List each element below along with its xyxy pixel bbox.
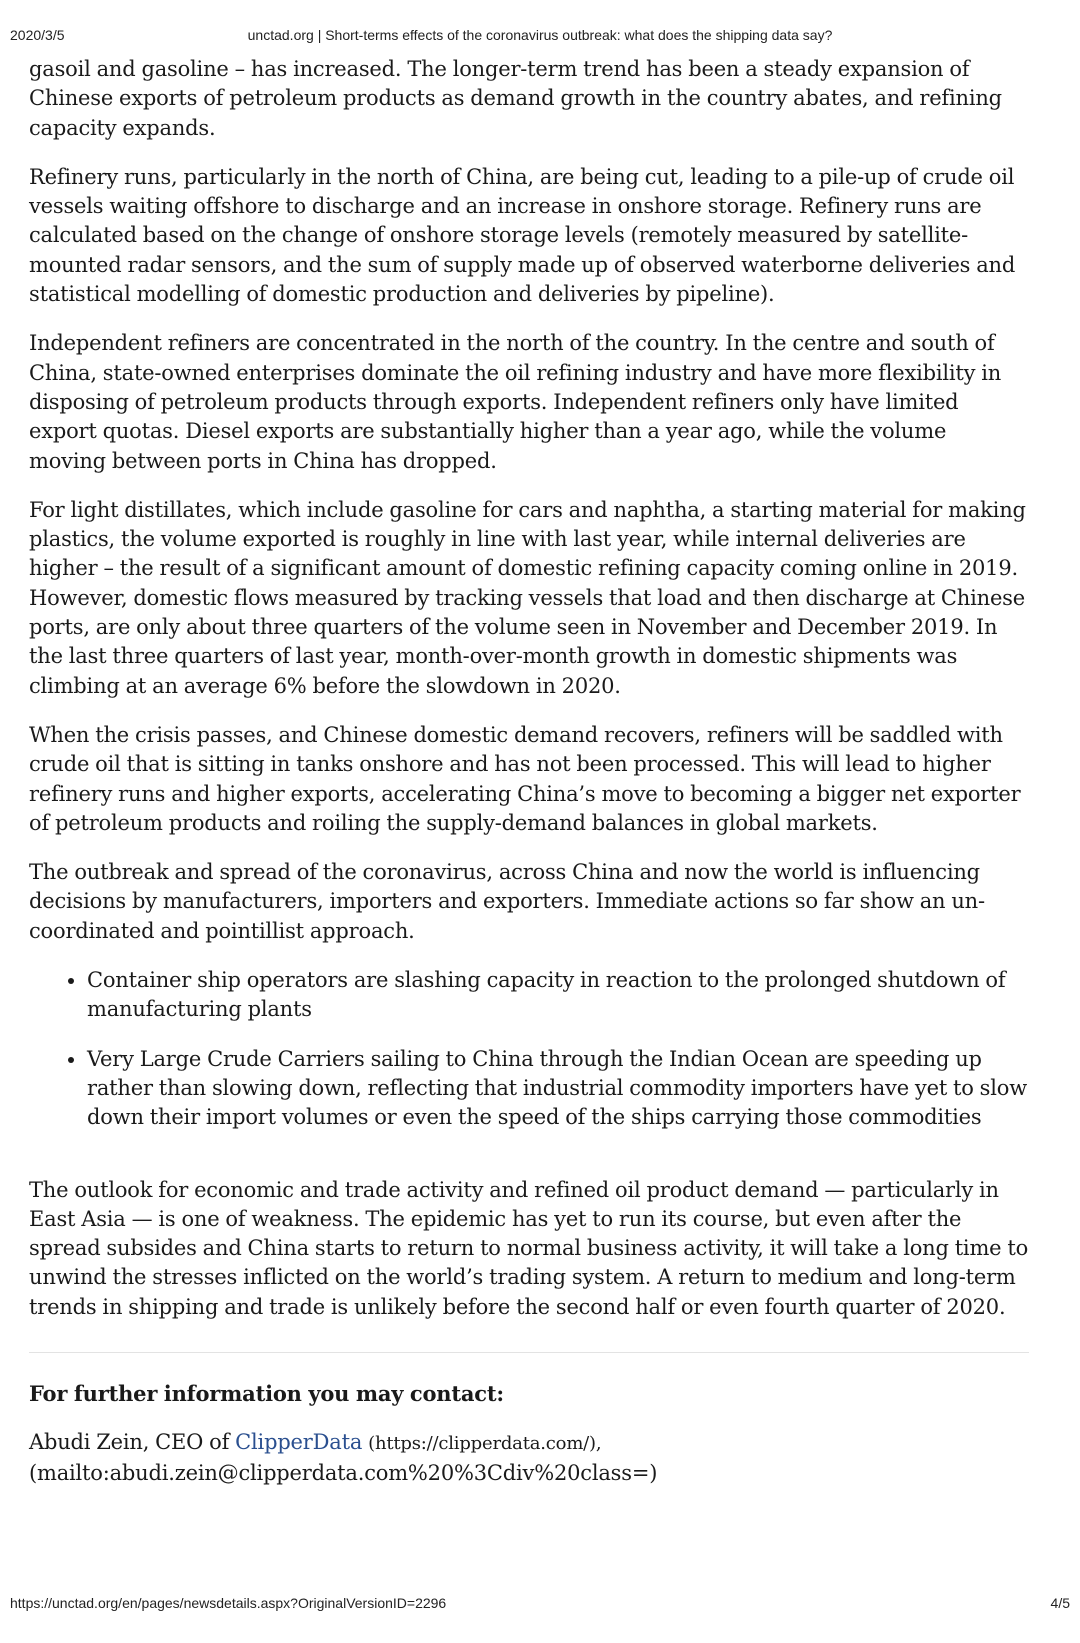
paragraph-outlook: The outlook for economic and trade activity and refined oil product demand — particularly in East Asia — is one of weakness. The epidemic has yet to run its course, but even after the spread subsides and China starts to return to normal business activity, it will take a long time to unwind the stresses inflicted on the world’s trading system. A return to medium and long-term trends in shipping and trade is unlikely before the second half or even fourth quarter of 2020.	[29, 1177, 1029, 1319]
paragraph-independent-refiners: Independent refiners are concentrated in the north of the country. In the centre and south of China, state-owned enterprises dominate the oil refining industry and have more flexibility in disposing of petroleum products through exports. Independent refiners only have limited export quotas. Diesel exports are substantially higher than a year ago, while the volume moving between ports in China has dropped.	[29, 331, 1002, 473]
contact-mailto: (mailto:abudi.zein@clipperdata.com%20%3Cdiv%20class=)	[29, 1460, 658, 1485]
list-item: • Very Large Crude Carriers sailing to China through the Indian Ocean are speeding up rather than slowing down, reflecting that industrial commodity importers have yet to slow down their import volumes or even the speed of the ships carrying those commodities	[87, 1045, 1029, 1133]
article-body	[29, 55, 1029, 1488]
paragraph-light-distillates: For light distillates, which include gasoline for cars and naphtha, a starting material for making plastics, the volume exported is roughly in line with last year, while internal deliveries are higher – the result of a significant amount of domestic refining capacity coming online in 2019. However, domestic flows measured by tracking vessels that load and then discharge at Chinese ports, are only about three quarters of the volume seen in November and December 2019. In the last three quarters of last year, month-over-month growth in domestic shipments was climbing at an average 6% before the slowdown in 2020.	[29, 497, 1026, 698]
print-footer	[0, 1595, 1080, 1619]
clipperdata-link[interactable]: ClipperData	[235, 1430, 363, 1455]
print-date: 2020/3/5	[10, 27, 65, 43]
print-url: https://unctad.org/en/pages/newsdetails.aspx?OriginalVersionID=2296	[10, 1595, 447, 1611]
paragraph-outbreak-spread: The outbreak and spread of the coronavirus, across China and now the world is influencing decisions by manufacturers, importers and exporters. Immediate actions so far show an un-coordinated and pointillist approach.	[29, 860, 985, 943]
paragraph-refinery-runs: Refinery runs, particularly in the north of China, are being cut, leading to a pile-up of crude oil vessels waiting offshore to discharge and an increase in onshore storage. Refinery runs are calculated based on the change of onshore storage levels (remotely measured by satellite-mounted radar sensors, and the sum of supply made up of observed waterborne deliveries and statistical modelling of domestic production and deliveries by pipeline).	[29, 164, 1016, 307]
paragraph-crisis-passes: When the crisis passes, and Chinese domestic demand recovers, refiners will be saddled with crude oil that is sitting in tanks onshore and has not been processed. This will lead to higher refinery runs and higher exports, accelerating China’s move to becoming a bigger net exporter of petroleum products and roiling the supply-demand balances in global markets.	[29, 722, 1021, 835]
spacer	[29, 1153, 1029, 1176]
paragraph-petroleum-exports: gasoil and gasoline – has increased. The longer-term trend has been a steady expansion of Chinese exports of petroleum products as demand growth in the country abates, and refining capacity expands.	[29, 57, 1002, 140]
print-page-title: unctad.org | Short-terms effects of the coronavirus outbreak: what does the shipping data say?	[247, 27, 833, 43]
list-item: • Container ship operators are slashing capacity in reaction to the prolonged shutdown of manufacturing plants	[87, 966, 1029, 1025]
contact-name: Abudi Zein, CEO of	[29, 1430, 236, 1455]
clipperdata-url: (https://clipperdata.com/),	[368, 1433, 602, 1455]
contact-details	[29, 1428, 1029, 1488]
print-header	[0, 0, 1080, 43]
section-divider	[29, 1352, 1029, 1353]
bullet-list	[29, 966, 1029, 1132]
contact-heading: For further information you may contact:	[29, 1380, 504, 1406]
page-number: 4/5	[1050, 1595, 1070, 1611]
